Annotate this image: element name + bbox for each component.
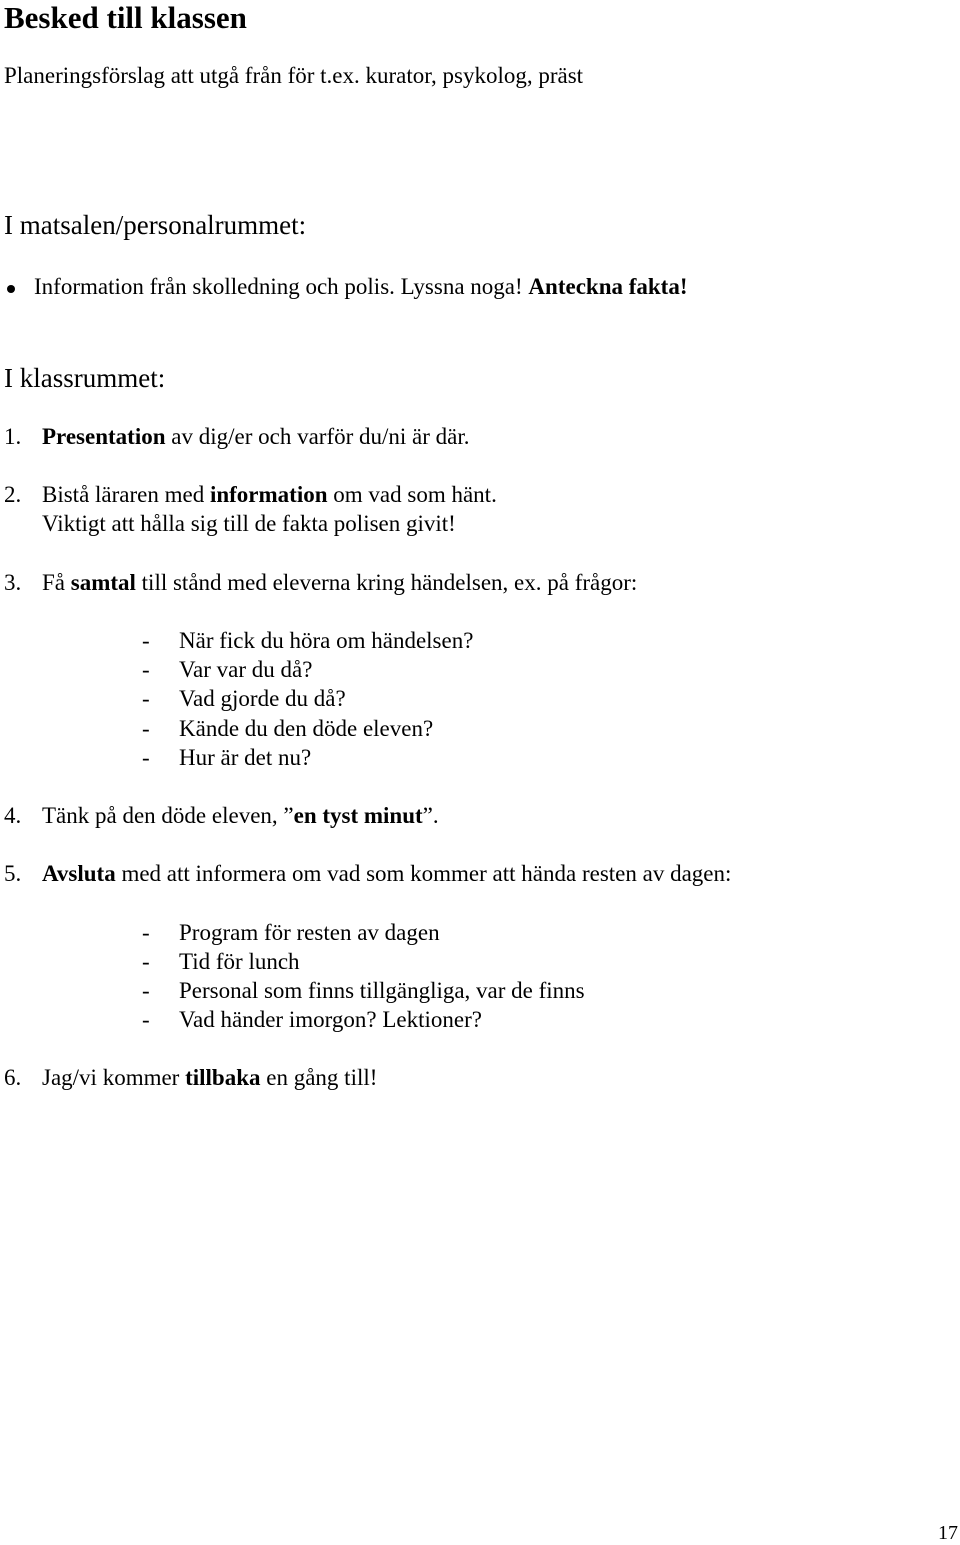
item-number-1: 1. bbox=[4, 424, 22, 449]
dash-marker: - bbox=[142, 716, 150, 741]
item-3-bold: samtal bbox=[70, 570, 136, 595]
item-1-text: av dig/er och varför du/ni är där. bbox=[165, 424, 470, 449]
list-item-6 bbox=[42, 1065, 377, 1091]
sub-item: Hur är det nu? bbox=[179, 745, 312, 770]
list-item-2 bbox=[42, 482, 497, 508]
dash-marker: - bbox=[142, 920, 150, 945]
item-4-bold: en tyst minut bbox=[293, 803, 423, 828]
dash-marker: - bbox=[142, 1007, 150, 1032]
page-title: Besked till klassen bbox=[4, 0, 247, 35]
section-heading-klassrummet: I klassrummet: bbox=[4, 363, 166, 393]
list-item-3 bbox=[42, 570, 637, 596]
item-5-text: med att informera om vad som kommer att hända resten av dagen: bbox=[115, 861, 732, 886]
dash-marker: - bbox=[142, 745, 150, 770]
item-number-5: 5. bbox=[4, 861, 22, 886]
item-3-pre: Få bbox=[42, 570, 71, 595]
item-2-pre: Bistå läraren med bbox=[42, 482, 210, 507]
item-4-post: ”. bbox=[422, 803, 439, 828]
sub-item: Kände du den döde eleven? bbox=[179, 716, 434, 741]
item-6-pre: Jag/vi kommer bbox=[42, 1065, 186, 1090]
page-subtitle: Planeringsförslag att utgå från för t.ex. kurator, psykolog, präst bbox=[4, 63, 584, 88]
list-item-5 bbox=[42, 861, 731, 887]
dash-marker: - bbox=[142, 657, 150, 682]
item-6-bold: tillbaka bbox=[185, 1065, 261, 1090]
item-number-6: 6. bbox=[4, 1065, 22, 1090]
sub-item: Vad gjorde du då? bbox=[179, 686, 346, 711]
bullet-item bbox=[34, 274, 688, 300]
item-number-4: 4. bbox=[4, 803, 22, 828]
sub-item: Tid för lunch bbox=[179, 949, 300, 974]
item-1-bold: Presentation bbox=[42, 424, 166, 449]
section-heading-matsalen: I matsalen/personalrummet: bbox=[4, 210, 307, 240]
sub-item: Var var du då? bbox=[179, 657, 313, 682]
bullet-text: Information från skolledning och polis. Lyssna noga! bbox=[34, 274, 529, 299]
item-2-post: om vad som hänt. bbox=[327, 482, 497, 507]
sub-item: Vad händer imorgon? Lektioner? bbox=[179, 1007, 482, 1032]
list-item-4 bbox=[42, 803, 439, 829]
sub-item: När fick du höra om händelsen? bbox=[179, 628, 474, 653]
item-number-3: 3. bbox=[4, 570, 22, 595]
dash-marker: - bbox=[142, 978, 150, 1003]
page-number: 17 bbox=[938, 1522, 958, 1544]
sub-item: Personal som finns tillgängliga, var de finns bbox=[179, 978, 585, 1003]
dash-marker: - bbox=[142, 949, 150, 974]
dash-marker: - bbox=[142, 686, 150, 711]
sub-item: Program för resten av dagen bbox=[179, 920, 440, 945]
list-item-1 bbox=[42, 424, 470, 450]
item-number-2: 2. bbox=[4, 482, 22, 507]
item-6-post: en gång till! bbox=[260, 1065, 378, 1090]
bullet-bold-text: Anteckna fakta! bbox=[528, 274, 688, 299]
item-2-bold: information bbox=[209, 482, 328, 507]
item-3-post: till stånd med eleverna kring händelsen, ex. på frågor: bbox=[135, 570, 638, 595]
dash-marker: - bbox=[142, 628, 150, 653]
list-item-2-line2: Viktigt att hålla sig till de fakta polisen givit! bbox=[42, 511, 456, 536]
item-5-bold: Avsluta bbox=[42, 861, 116, 886]
bullet-icon bbox=[7, 285, 15, 293]
item-4-pre: Tänk på den döde eleven, ” bbox=[42, 803, 294, 828]
